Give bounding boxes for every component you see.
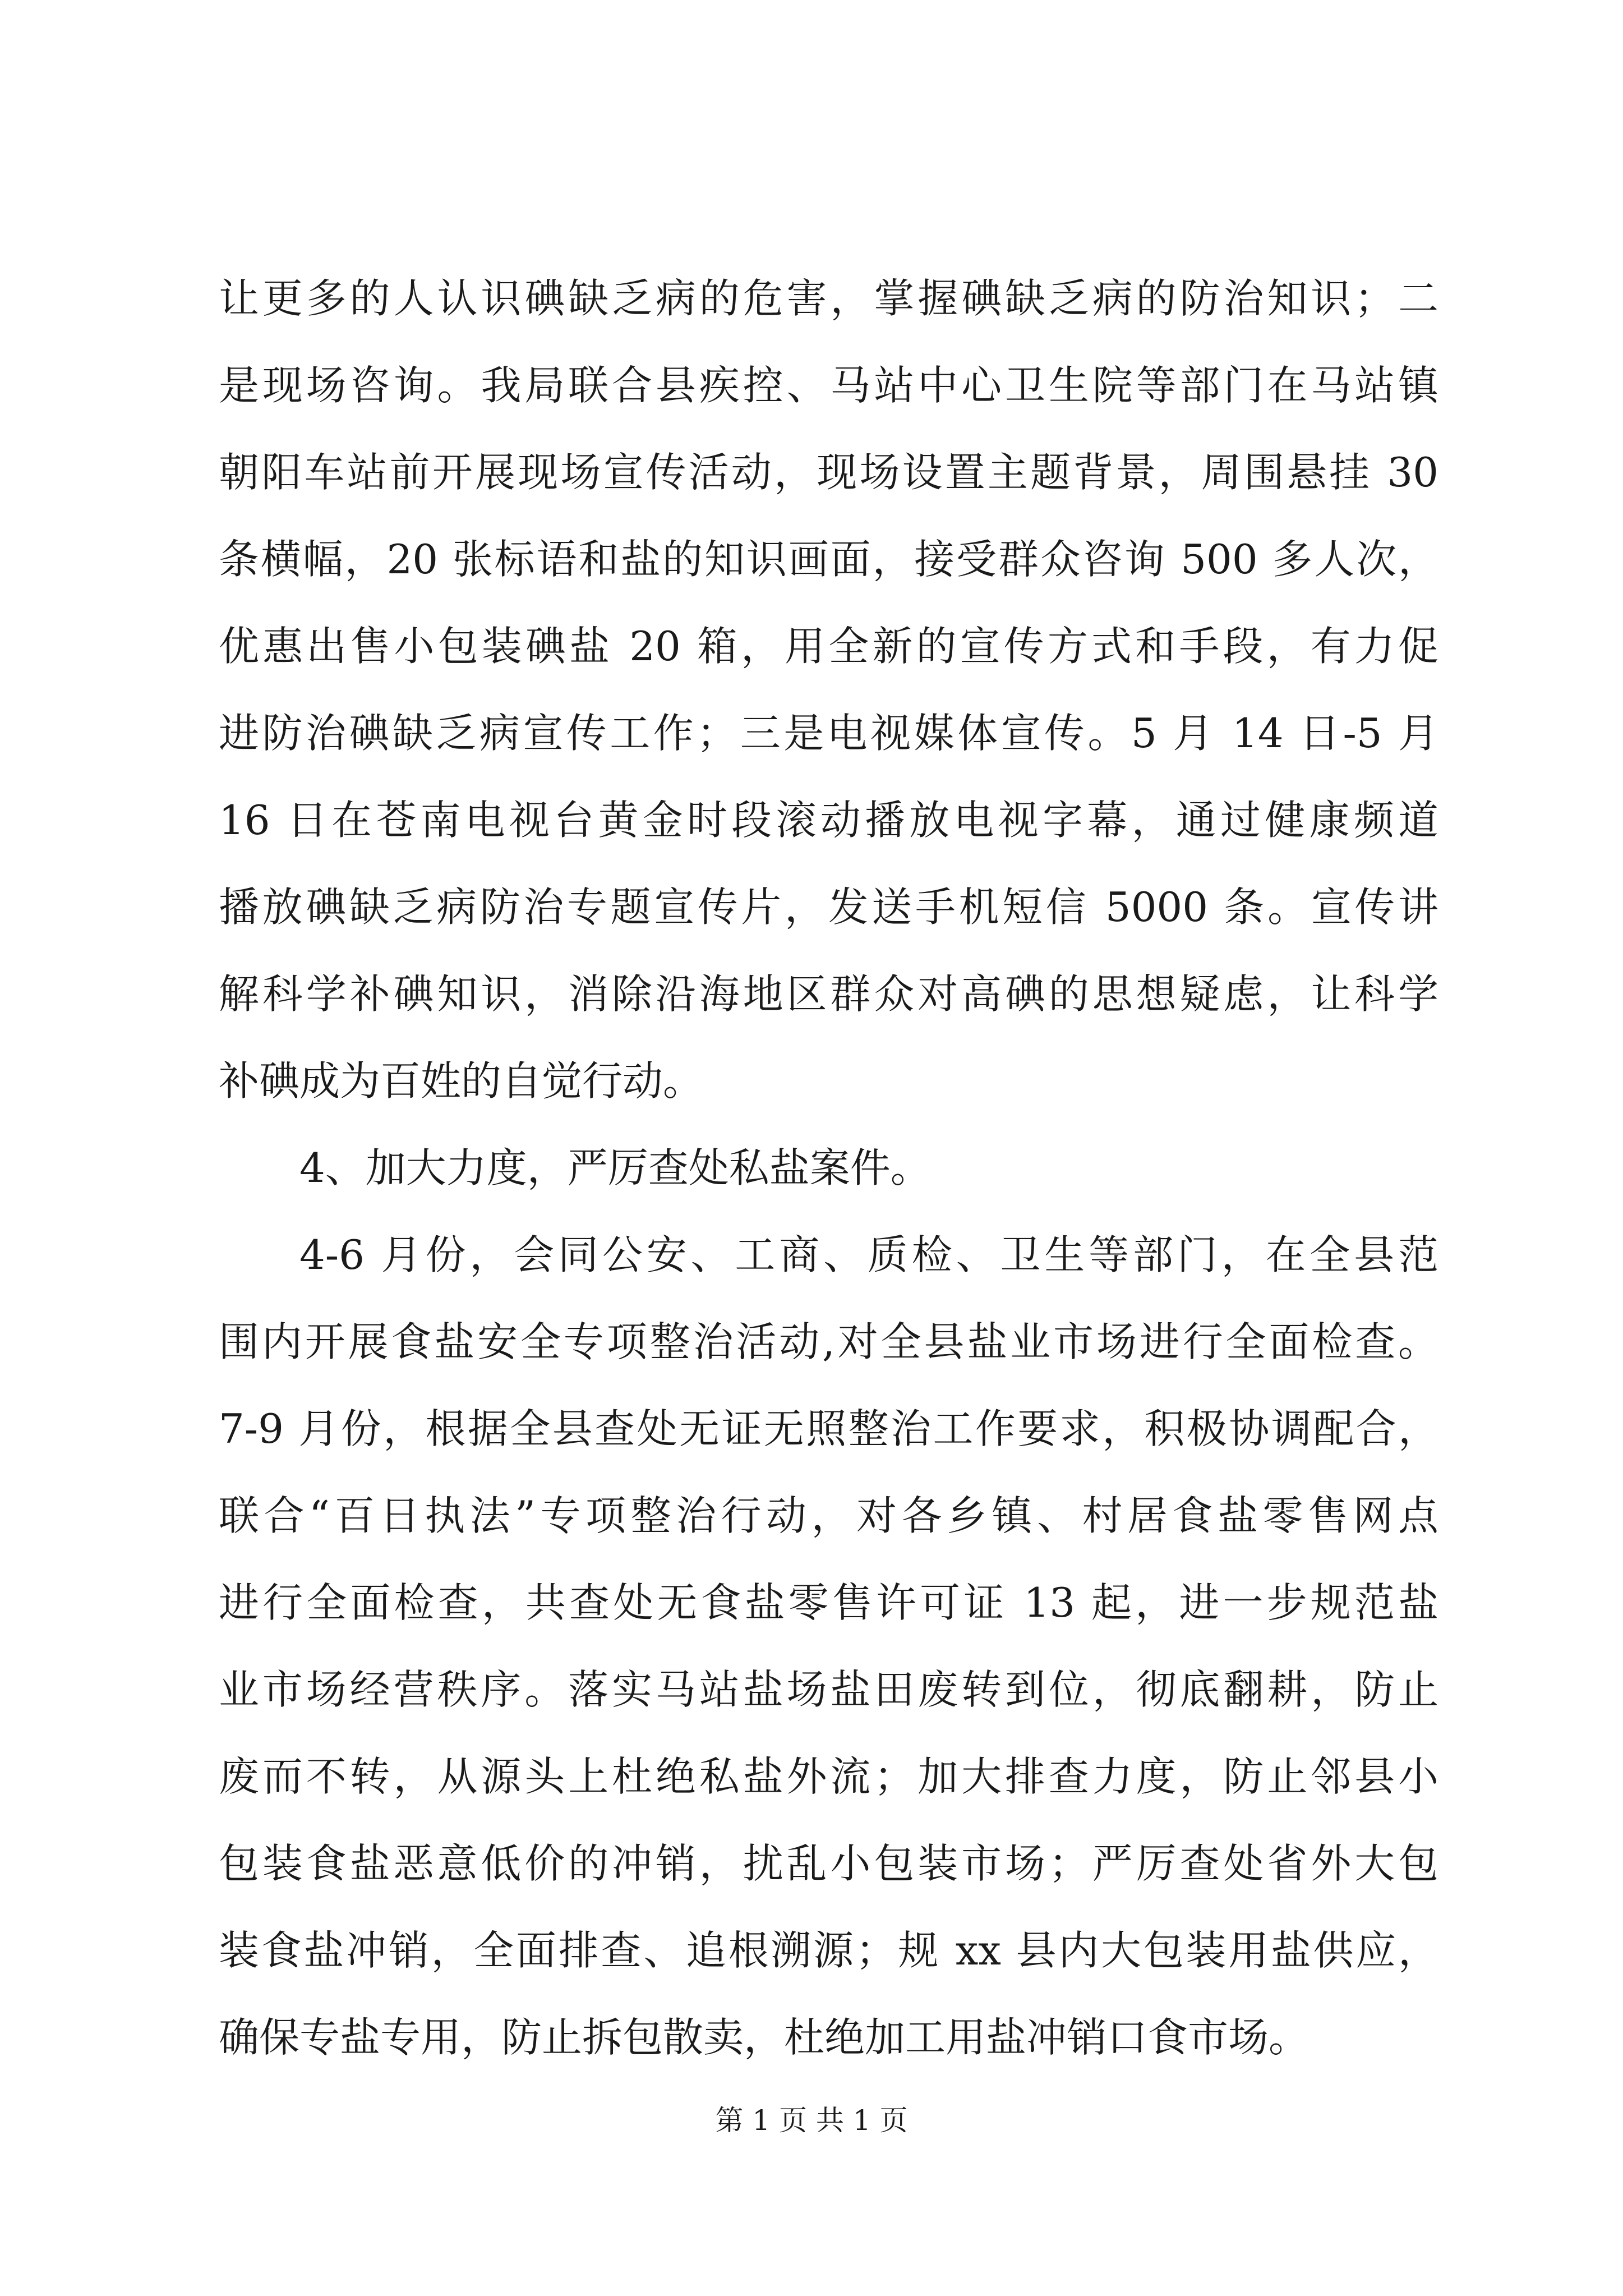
- paragraph-line: 条横幅，20 张标语和盐的知识画面，接受群众咨询 500 多人次，: [219, 536, 1438, 583]
- paragraph-line: 确保专盐专用，防止拆包散卖，杜绝加工用盐冲销口食市场。: [219, 2014, 1310, 2061]
- paragraph-line: 让更多的人认识碘缺乏病的危害，掌握碘缺乏病的防治知识；二: [219, 275, 1438, 322]
- paragraph-line: 进行全面检查，共查处无食盐零售许可证 13 起，进一步规范盐: [219, 1579, 1438, 1626]
- paragraph-line: 朝阳车站前开展现场宣传活动，现场设置主题背景，周围悬挂 30: [219, 449, 1438, 496]
- document-body: [219, 255, 1438, 2081]
- paragraph-1: [219, 255, 1438, 1125]
- paragraph-line: 16 日在苍南电视台黄金时段滚动播放电视字幕，通过健康频道: [219, 797, 1438, 844]
- paragraph-line: 是现场咨询。我局联合县疾控、马站中心卫生院等部门在马站镇: [219, 362, 1438, 409]
- paragraph-line: 废而不转，从源头上杜绝私盐外流；加大排查力度，防止邻县小: [219, 1753, 1438, 1800]
- paragraph-line: 包装食盐恶意低价的冲销，扰乱小包装市场；严厉查处省外大包: [219, 1840, 1438, 1887]
- paragraph-line: 进防治碘缺乏病宣传工作；三是电视媒体宣传。5 月 14 日-5 月: [219, 710, 1438, 757]
- paragraph-line: 联合“百日执法”专项整治行动，对各乡镇、村居食盐零售网点: [219, 1492, 1438, 1539]
- paragraph-line: 7-9 月份，根据全县查处无证无照整治工作要求，积极协调配合，: [219, 1405, 1438, 1452]
- paragraph-line: 业市场经营秩序。落实马站盐场盐田废转到位，彻底翻耕，防止: [219, 1666, 1438, 1713]
- page-footer: [0, 2101, 1623, 2140]
- paragraph-line: 装食盐冲销，全面排查、追根溯源；规 xx 县内大包装用盐供应，: [219, 1927, 1438, 1974]
- paragraph-line: 解科学补碘知识，消除沿海地区群众对高碘的思想疑虑，让科学: [219, 970, 1438, 1018]
- paragraph-line: 优惠出售小包装碘盐 20 箱，用全新的宣传方式和手段，有力促: [219, 623, 1438, 670]
- page-number-indicator: 第 1 页 共 1 页: [715, 2104, 908, 2137]
- paragraph-line: 补碘成为百姓的自觉行动。: [219, 1057, 704, 1105]
- paragraph-line: 4-6 月份，会同公安、工商、质检、卫生等部门，在全县范: [299, 1231, 1438, 1278]
- paragraph-2: [219, 1212, 1438, 2081]
- paragraph-line: 播放碘缺乏病防治专题宣传片，发送手机短信 5000 条。宣传讲: [219, 884, 1438, 931]
- section-heading: 4、加大力度，严厉查处私盐案件。: [299, 1144, 931, 1191]
- paragraph-line: 围内开展食盐安全专项整治活动,对全县盐业市场进行全面检查。: [219, 1318, 1438, 1365]
